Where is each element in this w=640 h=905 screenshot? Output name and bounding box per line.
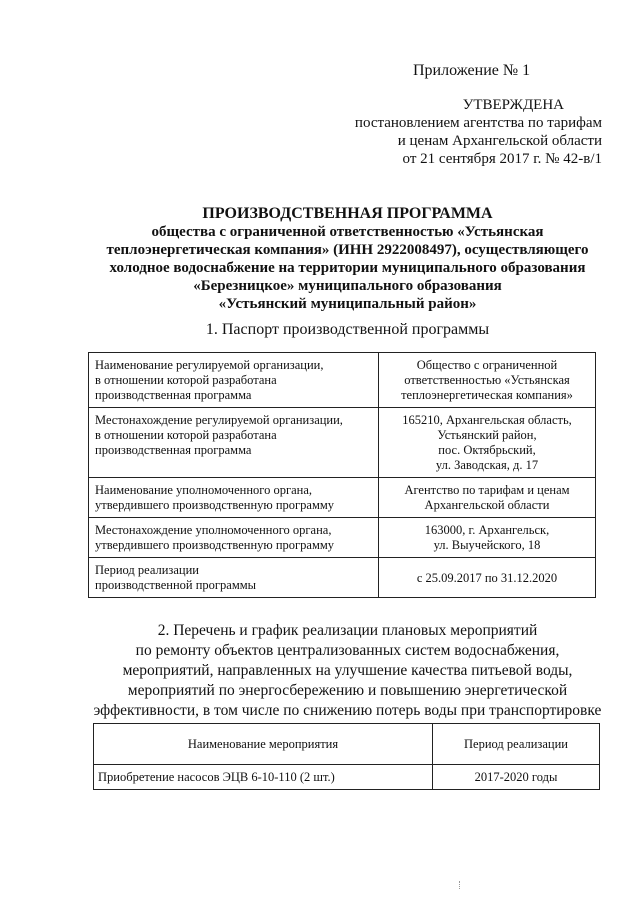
table-cell: Приобретение насосов ЭЦВ 6-10-110 (2 шт.)	[94, 765, 433, 790]
label-line: в отношении которой разработана	[95, 428, 277, 442]
label-line: в отношении которой разработана	[95, 373, 277, 387]
passport-value	[379, 558, 596, 598]
approval-line: от 21 сентября 2017 г. № 42-в/1	[402, 151, 602, 167]
document-title	[60, 205, 635, 313]
passport-label	[89, 408, 379, 478]
section2-line: по ремонту объектов централизованных систем водоснабжения,	[135, 642, 560, 659]
table-row	[89, 353, 596, 408]
label-line: производственная программа	[95, 388, 252, 402]
passport-label	[89, 558, 379, 598]
passport-label	[89, 353, 379, 408]
value-line: 165210, Архангельская область,	[402, 413, 572, 427]
value-line: Архангельской области	[424, 498, 550, 512]
passport-label	[89, 478, 379, 518]
scan-mark	[459, 881, 461, 889]
approval-line: и ценам Архангельской области	[397, 133, 602, 149]
section2-line: мероприятий по энергосбережению и повышению энергетической	[127, 682, 568, 699]
label-line: производственной программы	[95, 578, 257, 592]
section2-line: мероприятий, направленных на улучшение качества питьевой воды,	[122, 662, 573, 679]
title-main: ПРОИЗВОДСТВЕННАЯ ПРОГРАММА	[202, 205, 493, 222]
table-row	[94, 765, 600, 790]
section1-heading: 1. Паспорт производственной программы	[205, 321, 490, 338]
value-line: с 25.09.2017 по 31.12.2020	[416, 570, 558, 585]
value-line: 163000, г. Архангельск,	[424, 523, 550, 537]
column-header: Период реализации	[433, 724, 600, 765]
value-line: пос. Октябрьский,	[438, 443, 536, 457]
label-line: Период реализации	[95, 563, 199, 577]
title-line: холодное водоснабжение на территории муниципального образования	[109, 260, 586, 276]
table-row	[89, 558, 596, 598]
value-line: Устьянский район,	[437, 428, 537, 442]
title-line: общества с ограниченной ответственностью «Устьянская	[151, 224, 544, 240]
passport-label	[89, 518, 379, 558]
value-line: ул. Заводская, д. 17	[435, 458, 539, 472]
approval-block	[302, 96, 602, 168]
table-cell: 2017-2020 годы	[433, 765, 600, 790]
table-row	[89, 518, 596, 558]
column-header: Наименование мероприятия	[94, 724, 433, 765]
title-line: «Березницкое» муниципального образования	[193, 278, 502, 294]
passport-value	[379, 408, 596, 478]
approval-line: постановлением агентства по тарифам	[354, 115, 602, 131]
title-line: «Устьянский муниципальный район»	[218, 296, 477, 312]
table-header-row	[94, 724, 600, 765]
value-line: Общество с ограниченной	[416, 358, 558, 372]
label-line: Наименование регулируемой организации,	[95, 358, 324, 372]
value-line: ответственностью «Устьянская	[404, 373, 570, 387]
section2-line: 2. Перечень и график реализации плановых мероприятий	[157, 622, 538, 639]
table-row	[89, 478, 596, 518]
value-line: теплоэнергетическая компания»	[401, 388, 573, 402]
passport-value	[379, 478, 596, 518]
label-line: производственная программа	[95, 443, 252, 457]
label-line: Местонахождение регулируемой организации,	[95, 413, 343, 427]
label-line: утвердившего производственную программу	[95, 538, 335, 552]
events-table	[93, 723, 600, 790]
label-line: утвердившего производственную программу	[95, 498, 335, 512]
value-line: ул. Выучейского, 18	[433, 538, 541, 552]
label-line: Наименование уполномоченного органа,	[95, 483, 312, 497]
section2-heading	[60, 621, 635, 721]
table-row	[89, 408, 596, 478]
section2-line: эффективности, в том числе по снижению потерь воды при транспортировке	[93, 702, 602, 719]
appendix-label: Приложение № 1	[413, 62, 531, 79]
passport-table	[88, 352, 596, 598]
title-line: теплоэнергетическая компания» (ИНН 2922008497), осуществляющего	[106, 242, 589, 258]
passport-value	[379, 518, 596, 558]
label-line: Местонахождение уполномоченного органа,	[95, 523, 332, 537]
value-line: Агентство по тарифам и ценам	[404, 483, 570, 497]
passport-value	[379, 353, 596, 408]
approval-heading: УТВЕРЖДЕНА	[462, 97, 564, 113]
